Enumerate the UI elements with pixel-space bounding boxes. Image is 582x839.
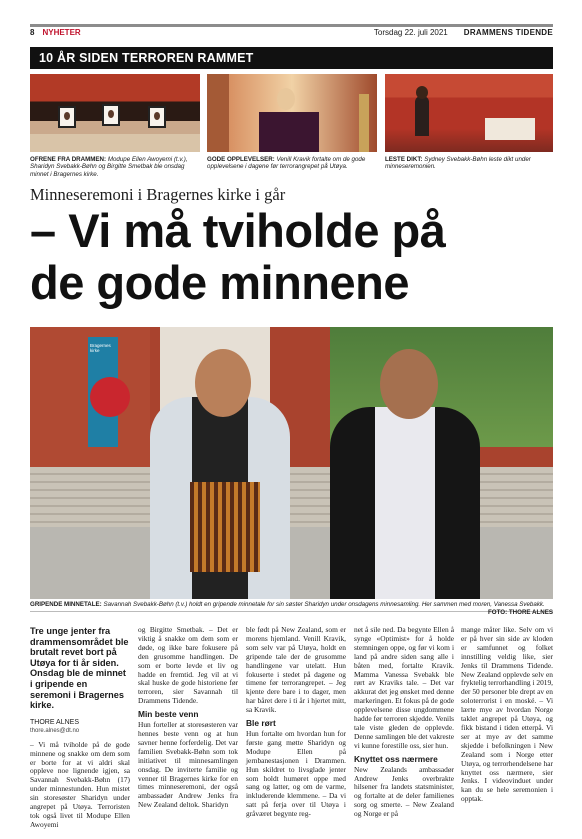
body-paragraph: mange måter like. Selv om vi er på hver sin side av kloden er samfunnet og folket innstilling veldig like, sier Jenks til Drammens Tidende. New Zealand opplevde selv en fryktelig terrorhandling i 2019, der 50 personer ble drept av en soloterrorist i en moské. – Vi lærte mye av hvordan Norge taklet angrepet på Utøya, og fikk bistand i tiden etterpå. Vi ser at mye av det samme skjedde i befolkningen i New Zealand som i Norge etter Utøya, og terrorhendelsene har knyttet oss nærmere, sier Jenks. I videovinduet under kan du se hele seremonien i opptak. [461,625,553,804]
page-header [30,24,553,38]
body-paragraph: – Vi må tviholde på de gode minnene og snakke om dem som er borte for at vi aldri skal oppleve noe lignende igjen, sa Savannah Svebakk-Bøhn (17) under minnestunden. Hun mistet sin storesøster Sharidyn under angrepet på Utøya. Terroristen tok også livet til Modupe Ellen Awoyemi [30,739,130,829]
portrait-frame [148,106,166,128]
subheading: Min beste venn [138,709,199,720]
byline-email[interactable]: thore.alnes@dt.no [30,727,80,734]
portraits-table [485,118,535,140]
body-paragraph: og Birgitte Smetbak. – Det er viktig å snakke om dem som er døde, og ikke bare fokusere på den grusomme handlingen. De som er borte levde et liv og hadde en fremtid. Jeg vil at vi skal huske de gode historiene før terroren, sier Savannah til Drammens Tidende. [138,625,238,706]
candle-stand [359,94,369,152]
maori-cloak [190,482,260,572]
page-number: 8 [30,28,35,37]
photo-caption [30,156,202,178]
theme-banner: 10 ÅR SIDEN TERROREN RAMMET [30,47,553,69]
caption-label: GODE OPPLEVELSER: [207,156,275,163]
caption-text: Venill Kravik fortalte om de gode opplevelsene i dagene før terrorangrepet på Utøya. [207,156,366,171]
photo-caption [207,156,379,171]
reader-head [416,86,428,99]
speaker-head [277,88,295,110]
altar-table [30,134,200,152]
main-photo [30,327,553,599]
person-right-head [380,349,438,419]
article-column-4 [354,626,454,819]
person-left-head [195,349,251,417]
body-paragraph: net å sile ned. Da begynte Ellen å synge «Optimist» for å holde stemningen oppe, og før vi kom i land på andre siden sang alle i båten med, fortalte Kravik. Mamma Vanessa Svebakk ble rørt av Kraviks tale. – Det var akkurat det jeg ønsket med denne markeringen. Et fokus på de gode opplevelsene disse ungdommene hadde før terroren skjedde. Venils tale viste gleden de opplevde. Denne samlingen ble det vakreste vi kunne forestille oss, sier hun. [354,625,454,750]
article-column-3 [246,626,346,819]
body-paragraph: New Zealands ambassadør Andrew Jenks overbrakte hilsener fra landets statsminister, og fortalte at de deler familienes sorg og smerte. – New Zealand og Norge er på [354,764,454,819]
article-ingress: Tre unge jenter fra drammensområdet ble brutalt revet bort på Utøya for ti år siden. Onsdag ble de minnet i gripende en seremoni i Bragernes kirke. [30,626,129,711]
subheading: Ble rørt [246,718,276,729]
caption-text: Sydney Svebakk-Bøhn leste dikt under minneseremonien. [385,156,531,171]
photo-credit: FOTO: THORE ALNES [488,609,553,616]
main-photo-caption [30,601,553,616]
body-paragraph: ble født på New Zealand, som er morens hjemland. Venill Kravik, som selv var på Utøya, holdt en gripende tale der de grusomme handlingene var utelatt. Hun fokuserte i stedet på dagene og timene før terrorangrepet. – Jeg kjente dere bare i to dager, men har båret dere i ti år i hjertet mitt, sa Kravik. [246,625,346,715]
photo-speaker-lectern [207,74,377,152]
caption-text: Savannah Svebakk-Bøhn (t.v.) holdt en gripende minnetale for sin søster Sharidyn under onsdagens minnesamling. Her sammen med moren, Vanessa Svebakk. [103,601,545,608]
body-paragraph: Hun fortalte om hvordan hun for første gang møtte Sharidyn og Modupe Ellen på jernbanestasjonen i Drammen. Hun skildret to livsglade jenter som holdt humøret oppe med sang og latter, og om de varme, inkluderende klemmene. – Da vi satt på ferja over til Utøya i gråværet begynte reg- [246,728,346,819]
caption-label: GRIPENDE MINNETALE: [30,601,102,608]
headline-line: de gode minnene [30,256,409,309]
portrait-frame [102,104,120,126]
church-sign-text: Bragernes kirke [90,343,111,353]
caption-label: OFRENE FRA DRAMMEN: [30,156,107,163]
portrait-frame [58,106,76,128]
photo-caption [385,156,555,171]
issue-date: Torsdag 22. juli 2021 [373,28,448,37]
lectern [259,112,319,152]
person-right [330,407,480,599]
byline [30,719,130,735]
church-pillar [207,74,229,152]
subheading: Knyttet oss nærmere [354,753,438,764]
reader-figure [415,96,429,136]
caption-text: Modupe Ellen Awoyemi (t.v.), Sharidyn Svebakk-Bøhn og Birgitte Smetbak ble onsdag minnet i Bragernes kirke. [30,156,188,178]
headline-line: – Vi må tviholde på [30,204,446,257]
article-column-1 [30,626,130,830]
publication-name: DRAMMENS TIDENDE [463,28,553,37]
article-kicker: Minneseremoni i Bragernes kirke i går [30,185,286,204]
article-column-2 [138,626,238,810]
byline-name: THORE ALNES [30,718,80,726]
flower-pot [90,377,130,417]
photo-victims-portraits [30,74,200,152]
caption-label: LESTE DIKT: [385,156,423,163]
section-label: NYHETER [42,28,81,37]
article-headline [30,205,560,309]
photo-poem-reader [385,74,553,152]
article-column-5 [461,626,553,804]
body-paragraph: Hun forteller at storesøsteren var hennes beste venn og at hun savner henne forferdelig. Det var familien Svebakk-Bøhn som tok initiativet til minnesamlingen onsdag. De inviterte familie og venner til Bragernes kirke for en times minneseremoni, der også ambassadør Andrew Jenks fra New Zealand deltok. Sharidyn [138,720,238,810]
